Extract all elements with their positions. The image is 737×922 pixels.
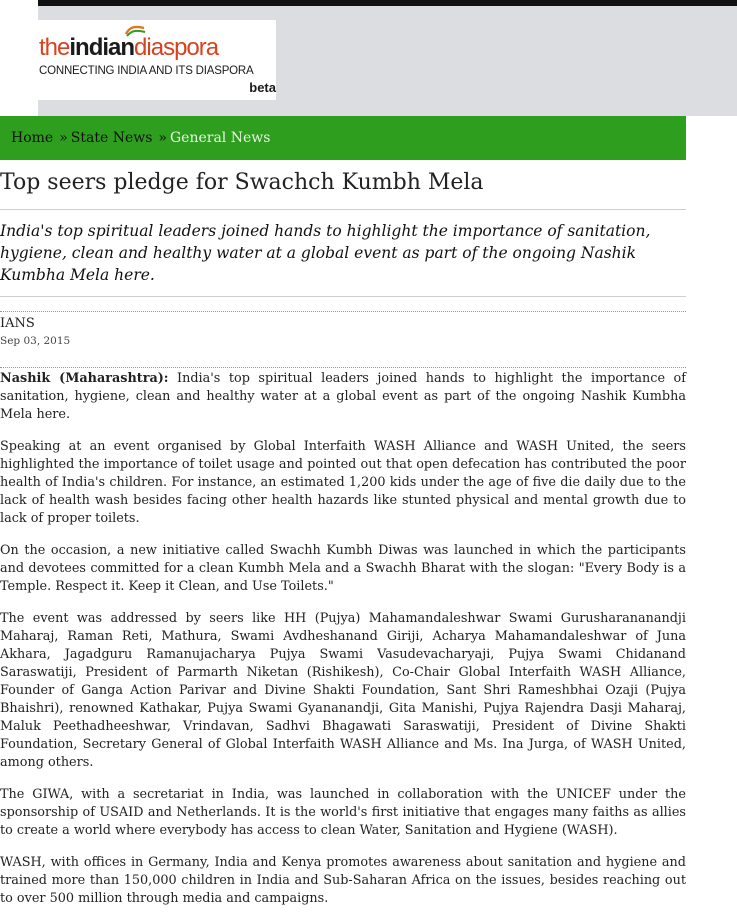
breadcrumb-home[interactable]: Home	[11, 130, 54, 146]
title-divider	[0, 209, 686, 210]
breadcrumb-separator: »	[59, 130, 68, 146]
breadcrumb-state-news[interactable]: State News	[70, 130, 153, 146]
article-body	[0, 370, 686, 922]
breadcrumb-separator: »	[158, 130, 167, 146]
article-author: IANS	[0, 316, 35, 331]
site-logo[interactable]	[38, 20, 276, 100]
paragraph: WASH, with offices in Germany, India and Kenya promotes awareness about sanitation and hygiene and trained more than 150,000 children in India and Sub-Saharan Africa on the issues, besides reaching out to over 500 million through media and campaigns.	[0, 855, 686, 906]
dateline: Nashik (Maharashtra):	[0, 371, 169, 386]
paragraph: The GIWA, with a secretariat in India, was launched in collaboration with the UNICEF under the sponsorship of USAID and Netherlands. It is the world's first initiative that engages many faiths as allies to create a world where everybody has access to clean Water, Sanitation and Hygiene (WASH).	[0, 787, 686, 838]
paragraph: On the occasion, a new initiative called Swachh Kumbh Diwas was launched in which the participants and devotees committed for a clean Kumbh Mela and a Swachh Bharat with the slogan: "Every Body is a Temple. Respect it. Keep it Clean, and Use Toilets."	[0, 543, 686, 594]
paragraph: Nashik (Maharashtra): India's top spiritual leaders joined hands to highlight the importance of sanitation, hygiene, clean and healthy water at a global event as part of the ongoing Nashik Kumbha Mela here.	[0, 371, 686, 422]
logo-wordmark: theindiandiaspora	[39, 34, 219, 61]
meta-divider-top	[0, 311, 686, 312]
logo-tagline: CONNECTING INDIA AND ITS DIASPORA	[39, 65, 254, 77]
breadcrumb	[0, 116, 686, 160]
site-header	[38, 6, 737, 116]
paragraph: Speaking at an event organised by Global Interfaith WASH Alliance and WASH United, the seers highlighted the importance of toilet usage and pointed out that open defecation has contributed the poor health of India's children. For instance, an estimated 1,200 kids under the age of five die daily due to the lack of health wash besides facing other health hazards like stunted physical and mental growth due to lack of proper toilets.	[0, 439, 686, 526]
lede-divider	[0, 296, 686, 297]
article-title: Top seers pledge for Swachch Kumbh Mela	[0, 170, 484, 195]
article-date: Sep 03, 2015	[0, 335, 71, 347]
beta-label: beta	[249, 80, 276, 95]
article-lede: India's top spiritual leaders joined hands to highlight the importance of sanitation, hygiene, clean and healthy water at a global event as part of the ongoing Nashik Kumbha Mela here.	[0, 222, 651, 284]
paragraph: The event was addressed by seers like HH (Pujya) Mahamandaleshwar Swami Gurusharananandji Maharaj, Raman Reti, Mathura, Swami Avdheshanand Giriji, Acharya Mahamandaleshwar of Juna Akhara, Jagadguru Ramanujacharya Pujya Swami Vasudevacharyaji, Pujya Swami Chidanand Saraswatiji, President of Parmarth Niketan (Rishikesh), Co-Chair Global Interfaith WASH Alliance, Founder of Ganga Action Parivar and Divine Shakti Foundation, Sant Shri Rameshbhai Ozaji (Pujya Bhaishri), renowned Kathakar, Pujya Swami Gyananandji, Gita Manishi, Pujya Rajendra Dasji Maharaj, Maluk Peethadheeshwar, Vrindavan, Sadhvi Bhagawati Saraswatiji, President of Divine Shakti Foundation, Secretary General of Global Interfaith WASH Alliance and Ms. Ina Jurga, of WASH United, among others.	[0, 611, 686, 770]
meta-divider-bottom	[0, 367, 686, 368]
breadcrumb-general-news[interactable]: General News	[170, 130, 271, 146]
